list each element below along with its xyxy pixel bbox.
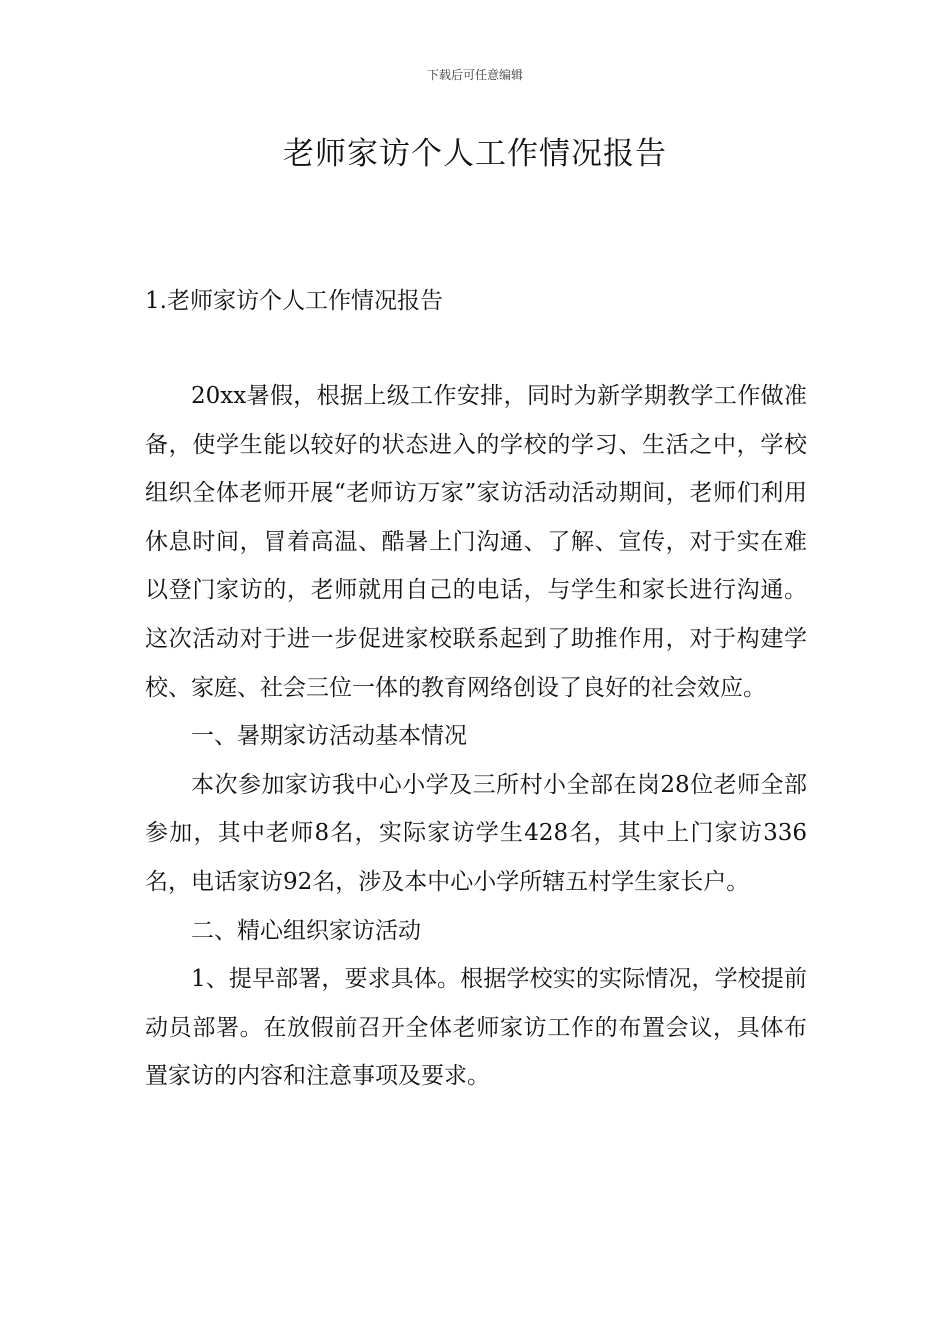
paragraph-participation: 本次参加家访我中心小学及三所村小全部在岗28位老师全部参加，其中老师8名，实际家访学生428名，其中上门家访336名，电话家访92名，涉及本中心小学所辖五村学生家长户。 bbox=[145, 771, 807, 895]
paragraph-intro: 20xx暑假，根据上级工作安排，同时为新学期教学工作做准备，使学生能以较好的状态进入的学校的学习、生活之中，学校组织全体老师开展“老师访万家”家访活动活动期间，老师们利用休息时间，冒着高温、酷暑上门沟通、了解、宣传，对于实在难以登门家访的，老师就用自己的电话，与学生和家长进行沟通。这次活动对于进一步促进家校联系起到了助推作用，对于构建学校、家庭、社会三位一体的教育网络创设了良好的社会效应。 bbox=[145, 383, 807, 701]
document-body bbox=[145, 372, 807, 1101]
header-note: 下载后可任意编辑 bbox=[426, 68, 523, 82]
paragraph-deployment: 1、提早部署，要求具体。根据学校实的实际情况，学校提前动员部署。在放假前召开全体老师家访工作的布置会议，具体布置家访的内容和注意事项及要求。 bbox=[145, 966, 807, 1090]
subheading-organization: 二、精心组织家访活动 bbox=[191, 917, 421, 944]
document-title: 老师家访个人工作情况报告 bbox=[283, 136, 667, 172]
section-heading: 1.老师家访个人工作情况报告 bbox=[145, 288, 443, 314]
subheading-basic-situation: 一、暑期家访活动基本情况 bbox=[191, 723, 467, 750]
